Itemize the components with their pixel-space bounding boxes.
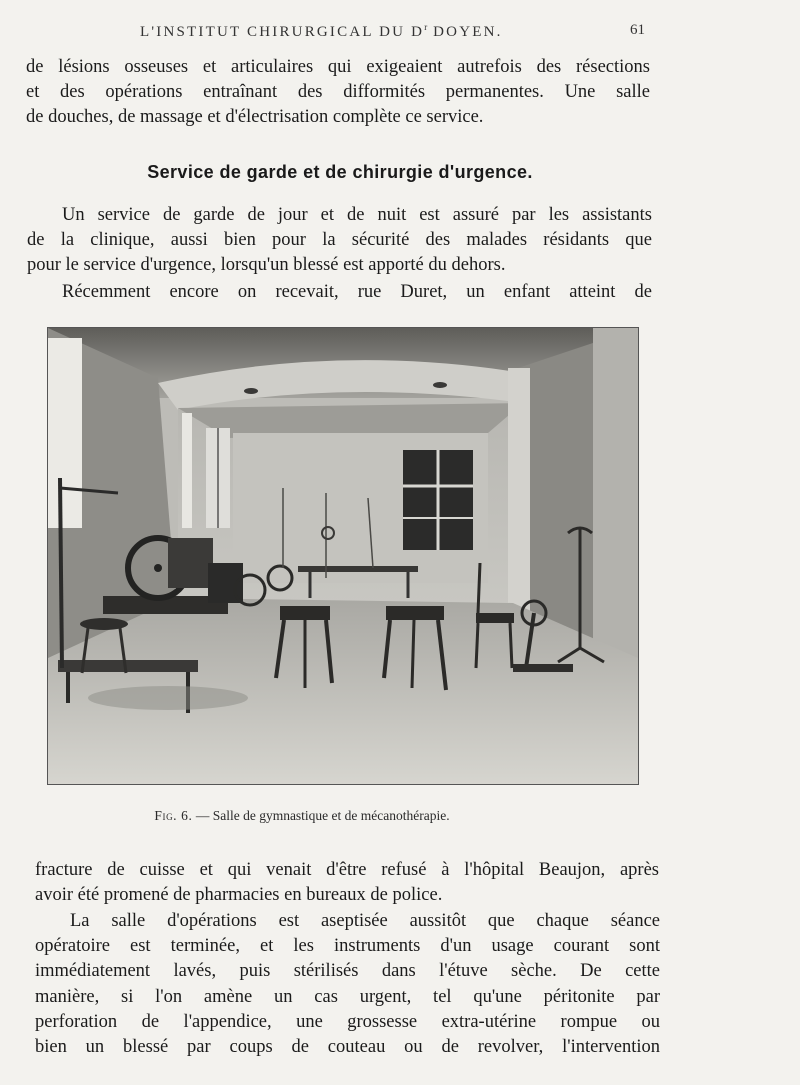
figure-caption-text: — Salle de gymnastique et de mécanothérapie. <box>192 808 450 823</box>
running-header <box>0 20 800 44</box>
text-line: manière, si l'on amène un cas urgent, tel qu'une péritonite par <box>35 987 660 1007</box>
running-title-text: L'INSTITUT CHIRURGICAL DU D <box>140 24 425 40</box>
text-line: de la clinique, aussi bien pour la sécurité des malades résidants que <box>27 230 652 250</box>
running-title <box>140 22 503 41</box>
section-heading-text: Service de garde et de chirurgie d'urgence. <box>147 162 533 182</box>
text-line: et des opérations entraînant des difformités permanentes. Une salle <box>26 82 650 102</box>
text-line: pour le service d'urgence, lorsqu'un blessé est apporté du dehors. <box>27 255 506 275</box>
running-title-superscript: r <box>424 22 428 32</box>
gymnasium-photo <box>48 328 638 784</box>
text-line: opératoire est terminée, et les instruments d'un usage courant sont <box>35 936 660 956</box>
text-line: immédiatement lavés, puis stérilisés dans l'étuve sèche. De cette <box>35 961 660 981</box>
text-line: Un service de garde de jour et de nuit est assuré par les assistants <box>62 205 652 225</box>
text-line: avoir été promené de pharmacies en bureaux de police. <box>35 885 443 905</box>
page-number: 61 <box>630 22 645 38</box>
text-line: de douches, de massage et d'électrisation complète ce service. <box>26 107 484 127</box>
text-line: La salle d'opérations est aseptisée aussitôt que chaque séance <box>70 911 660 931</box>
section-heading <box>0 162 800 183</box>
text-line: Récemment encore on recevait, rue Duret, un enfant atteint de <box>62 282 652 302</box>
text-line: perforation de l'appendice, une grossesse extra-utérine rompue ou <box>35 1012 660 1032</box>
running-title-end: DOYEN. <box>427 24 503 40</box>
text-line: bien un blessé par coups de couteau ou de revolver, l'intervention <box>35 1037 660 1057</box>
figure-caption <box>0 808 800 824</box>
figure-photograph <box>47 327 639 785</box>
text-line: de lésions osseuses et articulaires qui exigeaient autrefois des résections <box>26 57 650 77</box>
text-line: fracture de cuisse et qui venait d'être refusé à l'hôpital Beaujon, après <box>35 860 659 880</box>
figure-label: Fig. 6. <box>154 808 193 823</box>
